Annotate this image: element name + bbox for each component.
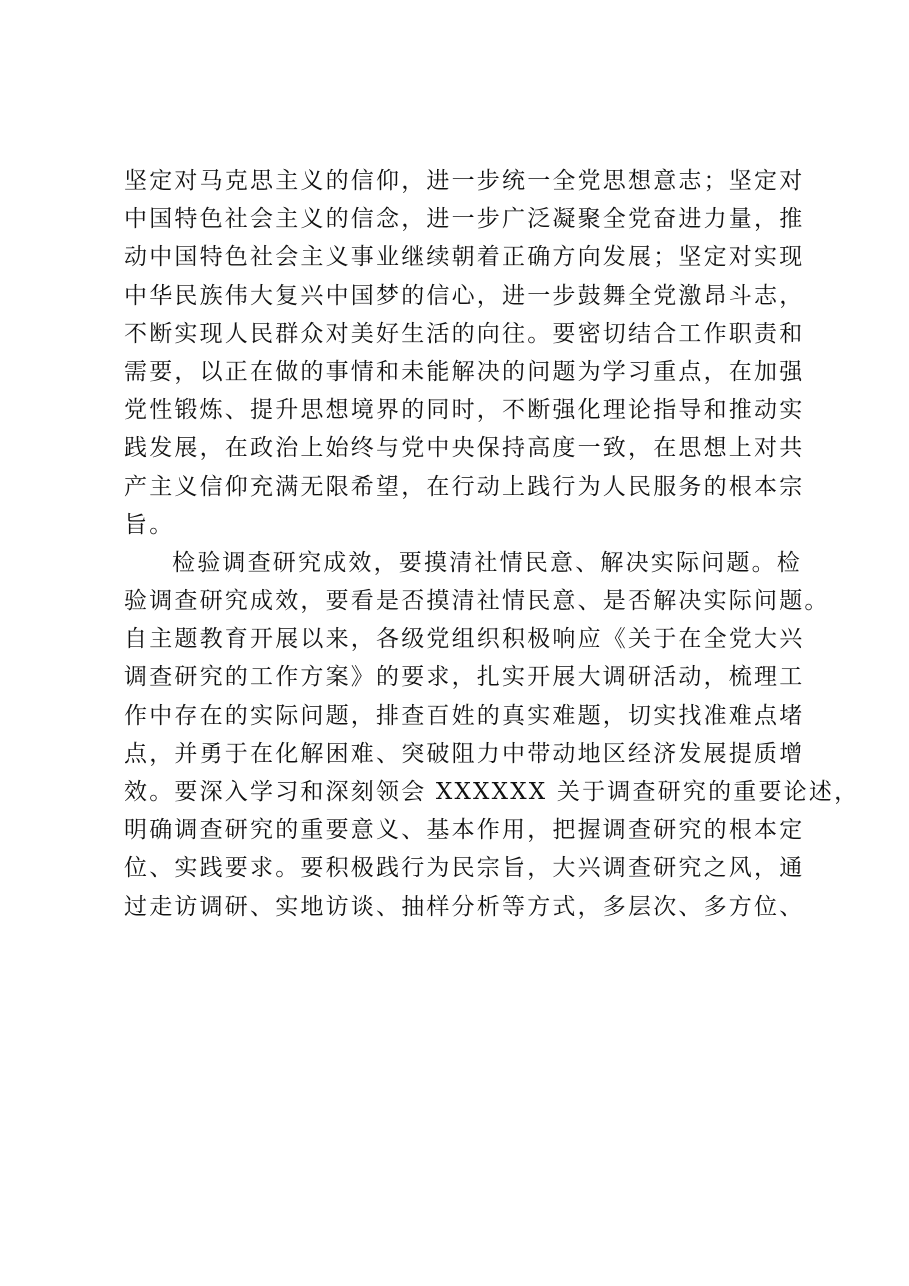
text-line: 明确调查研究的重要意义、基本作用，把握调查研究的根本定 [124, 817, 805, 844]
text-line: 旨。 [124, 511, 175, 538]
text-line: 作中存在的实际问题，排查百姓的真实难题，切实找准难点堵 [124, 702, 805, 729]
text-line: 过走访调研、实地访谈、抽样分析等方式，多层次、多方位、 [124, 893, 805, 920]
text-line: 践发展，在政治上始终与党中央保持高度一致，在思想上对共 [124, 435, 805, 462]
text-line: 位、实践要求。要积极践行为民宗旨，大兴调查研究之风，通 [124, 855, 805, 882]
text-line: 点，并勇于在化解困难、突破阻力中带动地区经济发展提质增 [124, 740, 805, 767]
text-line: 需要，以正在做的事情和未能解决的问题为学习重点，在加强 [124, 358, 805, 385]
text-line: 验调查研究成效，要看是否摸清社情民意、是否解决实际问题。 [124, 588, 830, 615]
text-line: 效。要深入学习和深刻领会 XXXXXX 关于调查研究的重要论述， [124, 779, 860, 805]
text-line: 检验调查研究成效，要摸清社情民意、解决实际问题。检 [172, 549, 802, 576]
text-line: 坚定对马克思主义的信仰，进一步统一全党思想意志；坚定对 [124, 168, 805, 194]
text-line: 动中国特色社会主义事业继续朝着正确方向发展；坚定对实现 [124, 244, 805, 271]
text-line: 党性锻炼、提升思想境界的同时，不断强化理论指导和推动实 [124, 397, 805, 424]
body-text [124, 162, 860, 926]
text-line: 不断实现人民群众对美好生活的向往。要密切结合工作职责和 [124, 320, 805, 347]
text-line: 调查研究的工作方案》的要求，扎实开展大调研活动，梳理工 [124, 664, 805, 691]
text-line: 产主义信仰充满无限希望，在行动上践行为人民服务的根本宗 [124, 473, 805, 500]
text-line: 自主题教育开展以来，各级党组织积极响应《关于在全党大兴 [124, 626, 805, 653]
text-line: 中华民族伟大复兴中国梦的信心，进一步鼓舞全党激昂斗志， [124, 282, 805, 309]
text-line: 中国特色社会主义的信念，进一步广泛凝聚全党奋进力量，推 [124, 206, 805, 233]
